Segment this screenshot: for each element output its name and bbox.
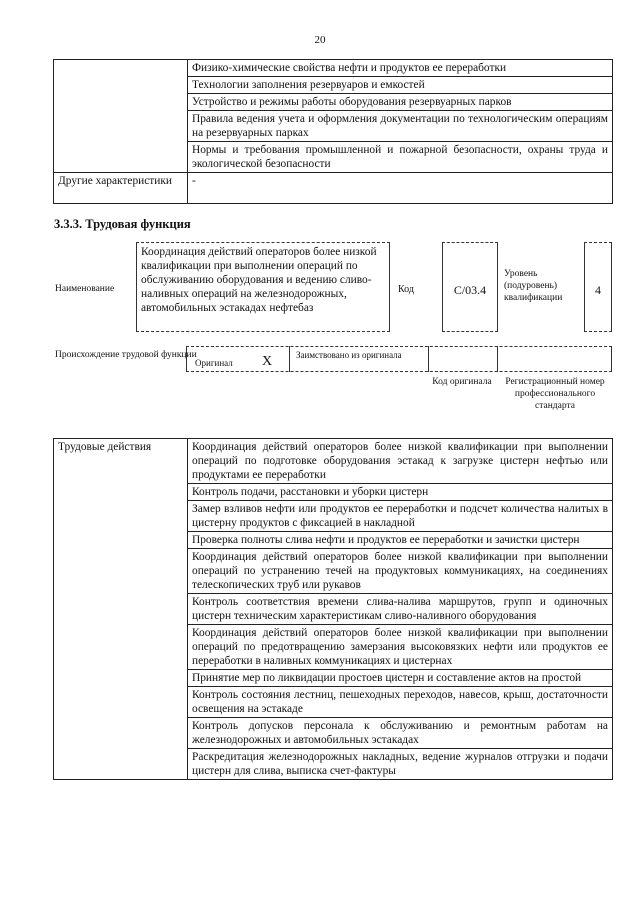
action-item: Замер взливов нефти или продуктов ее переработки и подсчет количества налитых в цистерну продуктов с фиксацией в накладной	[188, 501, 613, 532]
original-text: Оригинал	[195, 358, 233, 368]
table-cell: Правила ведения учета и оформления документации по технологическим операциям на резервуарных парках	[188, 111, 613, 142]
action-item: Координация действий операторов более низкой квалификации при выполнении операций по подготовке оборудования эстакад к загрузке цистерн нефтью или продуктами ее переработки	[188, 439, 613, 484]
function-name: Координация действий операторов более низкой квалификации при выполнении операций по обслуживанию оборудования и ведению сливо-наливных операций на железнодорожных, автомобильных эстакадах нефтебаз	[136, 242, 390, 332]
action-item: Контроль допусков персонала к обслуживанию и ремонтным работам на железнодорожных и автомобильных эстакадах	[188, 718, 613, 749]
borrowed-text: Заимствовано из оригинала	[296, 350, 402, 360]
action-item: Проверка полноты слива нефти и продуктов ее переработки и зачистки цистерн	[188, 532, 613, 549]
other-characteristics-value: -	[188, 173, 613, 204]
actions-table	[53, 438, 613, 780]
actions-label: Трудовые действия	[54, 439, 188, 780]
knowledge-table	[53, 59, 613, 204]
level-label: Уровень (подуровень) квалификации	[504, 269, 563, 303]
code-original-label: Код оригинала	[432, 377, 492, 387]
table-row	[54, 173, 613, 204]
name-label: Наименование	[55, 284, 115, 294]
table-cell: Физико-химические свойства нефти и продуктов ее переработки	[188, 60, 613, 77]
table-cell: Устройство и режимы работы оборудования резервуарных парков	[188, 94, 613, 111]
code-label: Код	[398, 284, 414, 295]
action-item: Контроль подачи, расстановки и уборки цистерн	[188, 484, 613, 501]
table-row	[54, 439, 613, 484]
qualification-level: 4	[584, 242, 612, 332]
table-row	[54, 60, 613, 77]
function-code: C/03.4	[442, 242, 498, 332]
cell-divider	[497, 346, 498, 372]
table-cell: Технологии заполнения резервуаров и емкостей	[188, 77, 613, 94]
other-characteristics-label: Другие характеристики	[54, 173, 188, 204]
action-item: Координация действий операторов более низкой квалификации при выполнении операций по предотвращению замерзания высоковязких нефти или продуктов ее переработки в наливных коммуникациях и цистернах	[188, 625, 613, 670]
action-item: Координация действий операторов более низкой квалификации при выполнении операций по устранению течей на продуктовых коммуникациях, на соединениях телескопических труб или рукавов	[188, 549, 613, 594]
cell-divider	[428, 346, 429, 372]
page-number: 20	[314, 34, 326, 46]
action-item: Раскредитация железнодорожных накладных, ведение журналов отгрузки и подачи цистерн для слива, выписка счет-фактуры	[188, 749, 613, 780]
action-item: Контроль состояния лестниц, пешеходных переходов, навесов, крыш, достаточности освещения на эстакаде	[188, 687, 613, 718]
original-mark: X	[262, 354, 273, 369]
action-item: Контроль соответствия времени слива-налива маршрутов, групп и одиночных цистерн техническим характеристикам сливо-наливного оборудования	[188, 594, 613, 625]
knowledge-label-cell	[54, 60, 188, 173]
origin-label: Происхождение трудовой функции	[55, 350, 197, 360]
table-cell: Нормы и требования промышленной и пожарной безопасности, охраны труда и экологической безопасности	[188, 142, 613, 173]
section-title: 3.3.3. Трудовая функция	[54, 217, 191, 231]
reg-number-label: Регистрационный номер профессионального стандарта	[505, 377, 605, 411]
action-item: Принятие мер по ликвидации простоев цистерн и составление актов на простой	[188, 670, 613, 687]
